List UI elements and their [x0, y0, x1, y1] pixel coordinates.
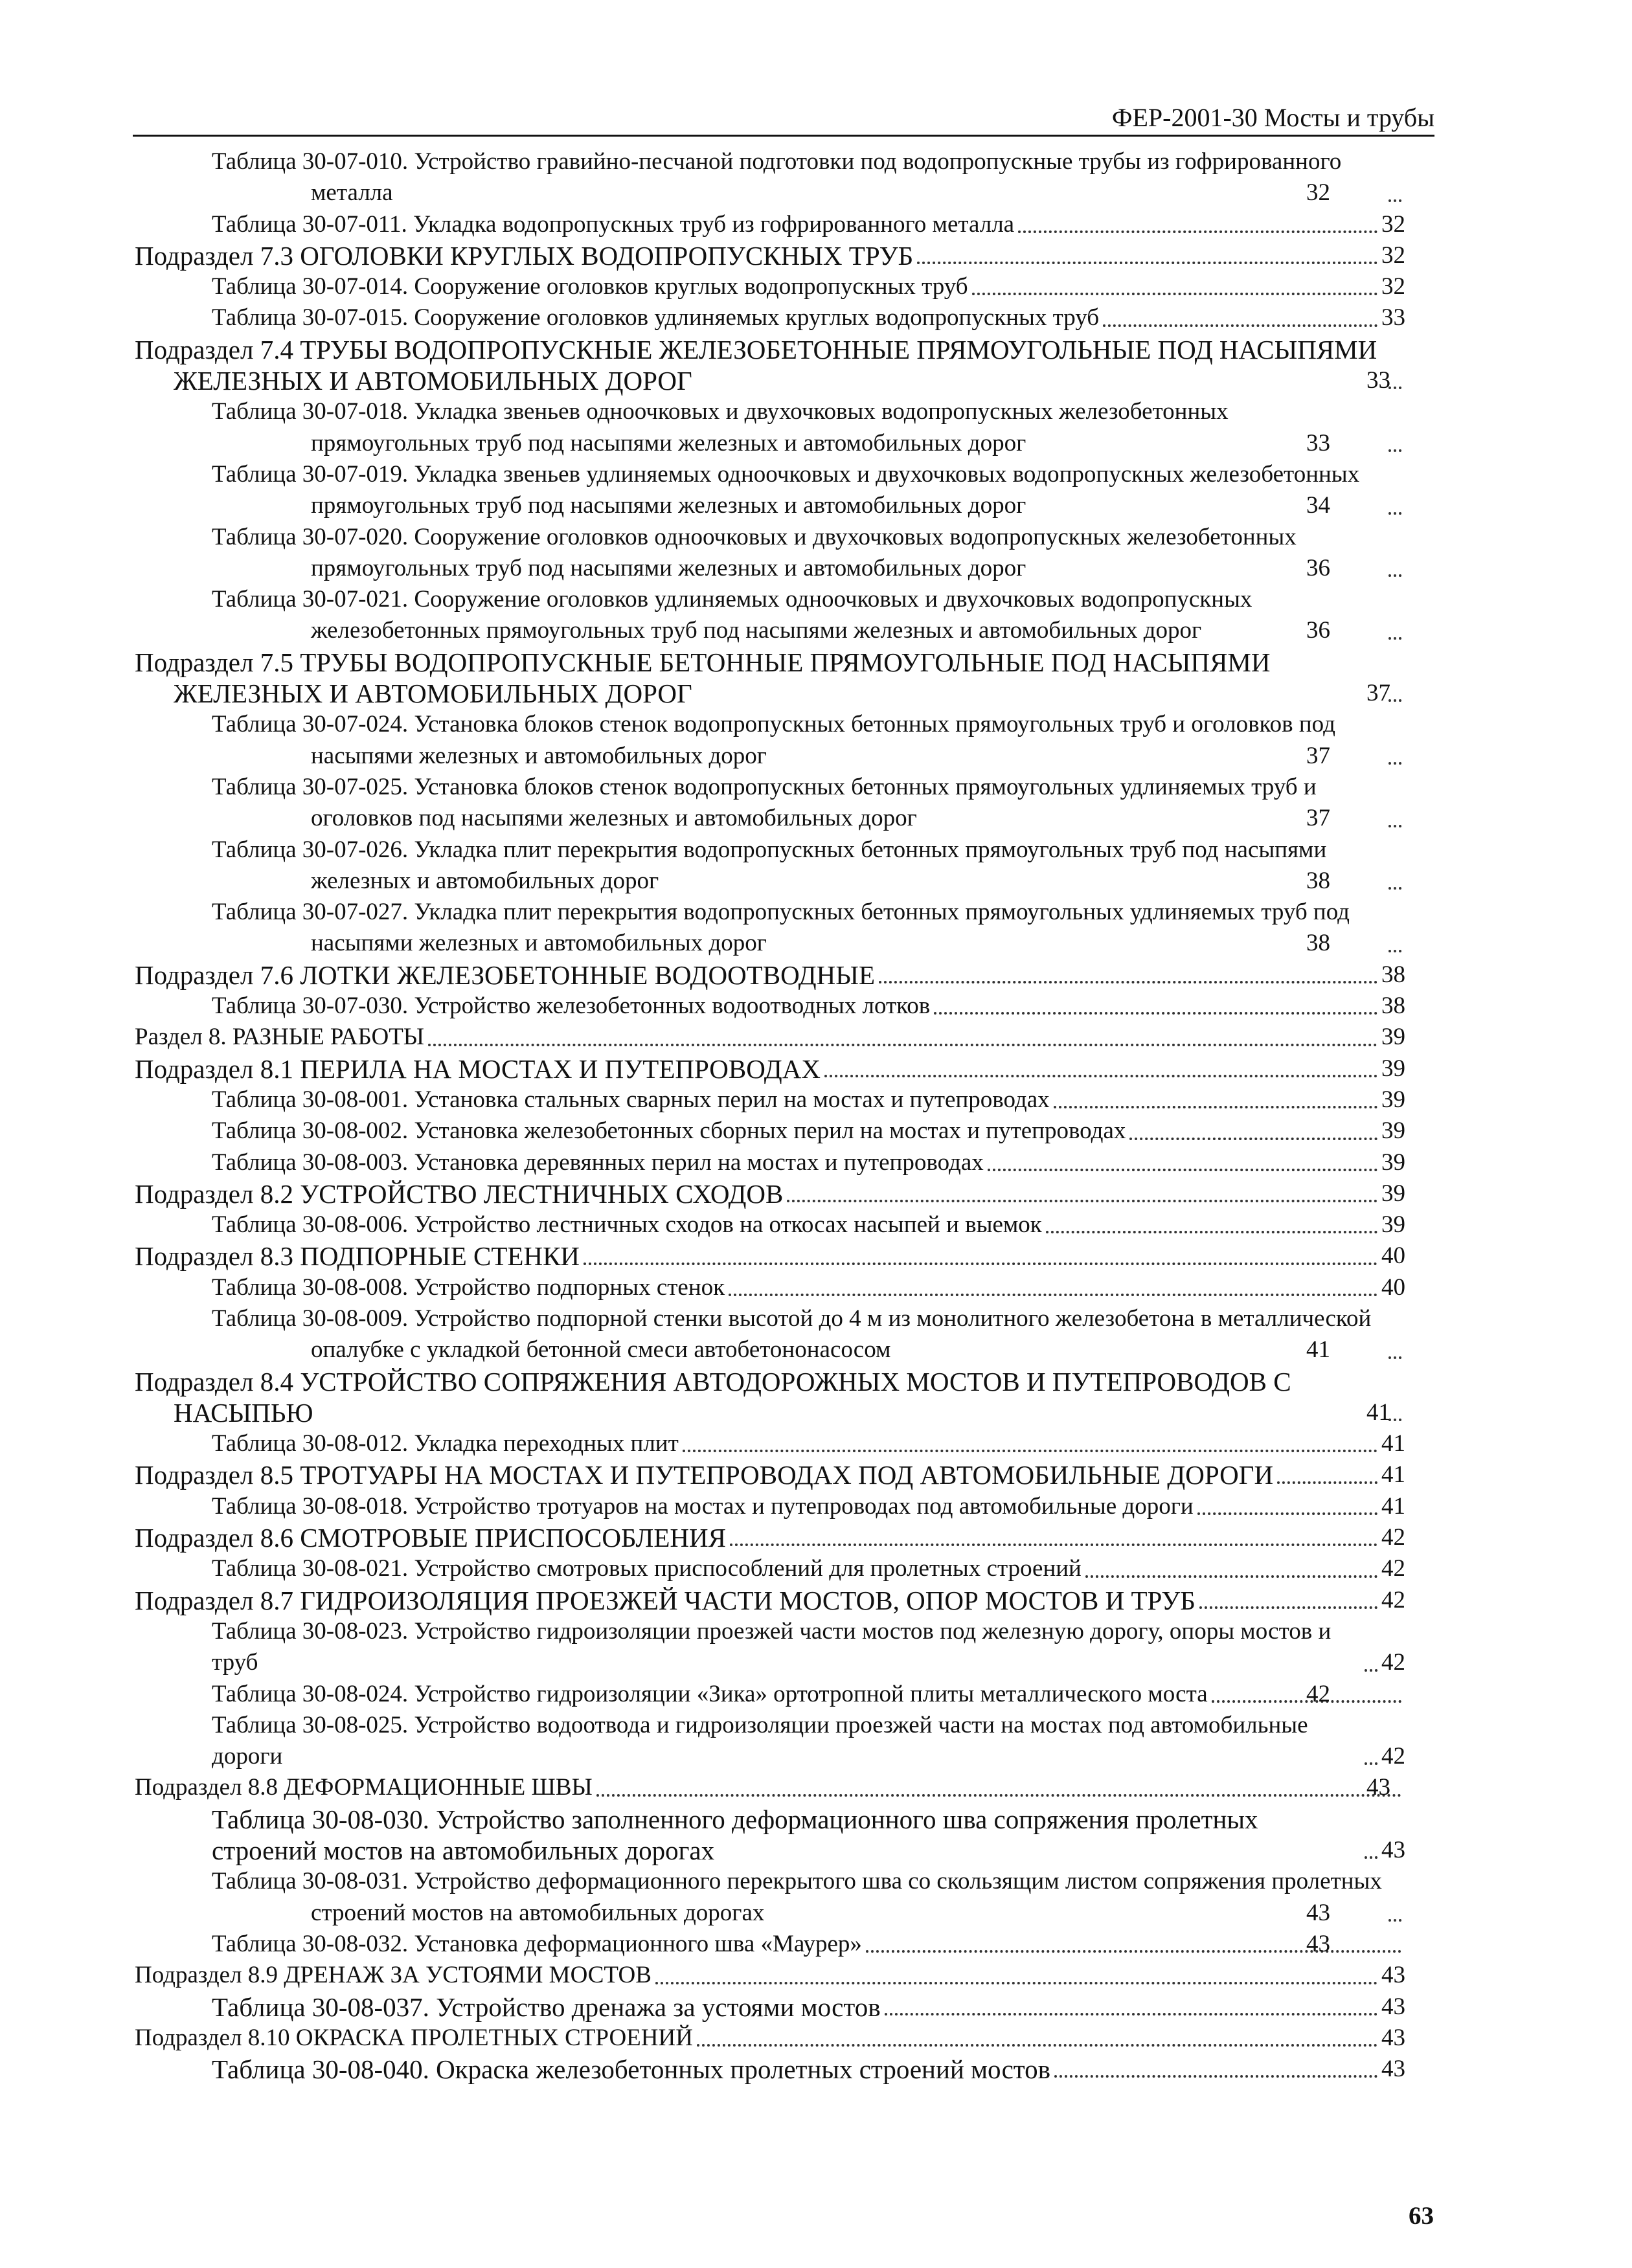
- toc-entry-title: Таблица 30-08-031. Устройство деформационного перекрытого шва со скользящим листом сопряжения пролетных строений мостов на автомобильных дорогах: [212, 1868, 1382, 1926]
- dot-leader: [1277, 1481, 1377, 1484]
- dot-leader: [730, 1544, 1377, 1546]
- toc-entry-section[interactable]: Подраздел 7.4 ТРУБЫ ВОДОПРОПУСКНЫЕ ЖЕЛЕЗОБЕТОННЫЕ ПРЯМОУГОЛЬНЫЕ ПОД НАСЫПЯМИ ЖЕЛЕЗНЫХ И АВТОМОБИЛЬНЫХ ДОРОГ 33: [0, 334, 1405, 397]
- dot-leader: [1388, 762, 1401, 765]
- toc-entry-section[interactable]: Подраздел 7.5 ТРУБЫ ВОДОПРОПУСКНЫЕ БЕТОННЫЕ ПРЯМОУГОЛЬНЫЕ ПОД НАСЫПЯМИ ЖЕЛЕЗНЫХ И АВТОМОБИЛЬНЫХ ДОРОГ 37: [0, 647, 1405, 710]
- dot-leader: [917, 262, 1377, 264]
- toc-entry-table[interactable]: Таблица 30-07-024. Установка блоков стенок водопропускных бетонных прямоугольных труб и оголовков под насыпями железных и автомобильных дорог 37: [0, 709, 1405, 772]
- toc-entry-table[interactable]: [0, 1710, 1405, 1773]
- toc-entry-title: Таблица 30-07-011. Укладка водопропускных труб из гофрированного металла: [212, 210, 1015, 238]
- page-number: 63: [1409, 2202, 1434, 2230]
- dot-leader: [1085, 1575, 1377, 1578]
- toc-entry-title: Подраздел 8.4 УСТРОЙСТВО СОПРЯЖЕНИЯ АВТОДОРОЖНЫХ МОСТОВ И ПУТЕПРОВОДОВ С НАСЫПЬЮ: [135, 1366, 1291, 1428]
- dot-leader: [824, 1075, 1377, 1077]
- toc-entry-title: Раздел 8. РАЗНЫЕ РАБОТЫ: [135, 1024, 425, 1051]
- toc-entry-table[interactable]: [0, 209, 1405, 240]
- toc-entry-table[interactable]: [0, 1209, 1405, 1241]
- toc-entry-title: Таблица 30-08-018. Устройство тротуаров на мостах и путепроводах под автомобильные дороги: [212, 1492, 1194, 1520]
- toc-entry-title: Таблица 30-08-021. Устройство смотровых приспособлений для пролетных строений: [212, 1555, 1082, 1582]
- toc-entry-table[interactable]: [0, 1428, 1405, 1459]
- dot-leader: [1365, 1762, 1377, 1765]
- dot-leader: [885, 2013, 1377, 2015]
- dot-leader: [1388, 199, 1401, 202]
- dot-leader: [697, 2044, 1377, 2047]
- dot-leader: [584, 1263, 1377, 1265]
- toc-entry-title: Подраздел 8.8 ДЕФОРМАЦИОННЫЕ ШВЫ: [135, 1774, 593, 1801]
- toc-entry-title: Таблица 30-07-021. Сооружение оголовков удлиняемых одноочковых и двухочковых водопропускных железобетонных прямоугольных труб под насыпями железных и автомобильных дорог: [212, 586, 1252, 644]
- toc-entry-table[interactable]: Таблица 30-07-026. Укладка плит перекрытия водопропускных бетонных прямоугольных труб под насыпями железных и автомобильных дорог 38: [0, 835, 1405, 897]
- dot-leader: [1046, 1231, 1377, 1233]
- dot-leader: [655, 1982, 1377, 1984]
- dot-leader: [972, 293, 1377, 295]
- toc-entry-title: Таблица 30-08-001. Установка стальных сварных перил на мостах и путепроводах: [212, 1086, 1050, 1113]
- toc-entry-page: 38: [1381, 993, 1405, 1020]
- toc-entry-title: Таблица 30-08-025. Устройство водоотвода и гидроизоляции проезжей части на мостах под автомобильные дороги: [212, 1711, 1308, 1770]
- toc-entry-table[interactable]: Таблица 30-08-009. Устройство подпорной стенки высотой до 4 м из монолитного железобетона в металлической опалубке с укладкой бетонной смеси автобетононасосом 41: [0, 1303, 1405, 1366]
- toc-entry-title: Таблица 30-07-015. Сооружение оголовков удлиняемых круглых водопропускных труб: [212, 304, 1100, 331]
- toc-entry-title: Подраздел 7.6 ЛОТКИ ЖЕЛЕЗОБЕТОННЫЕ ВОДООТВОДНЫЕ: [135, 960, 876, 990]
- toc-entry-title: Подраздел 8.3 ПОДПОРНЫЕ СТЕНКИ: [135, 1241, 580, 1272]
- toc-entry-page: 39: [1381, 1024, 1405, 1051]
- running-header: [133, 96, 1434, 137]
- toc-entry-page: 40: [1381, 1242, 1405, 1270]
- dot-leader: [988, 1169, 1377, 1171]
- toc-entry-table[interactable]: [0, 1616, 1405, 1679]
- toc-entry-title: Таблица 30-08-009. Устройство подпорной стенки высотой до 4 м из монолитного железобетона в металлической опалубке с укладкой бетонной смеси автобетононасосом: [212, 1305, 1372, 1364]
- dot-leader: [934, 1012, 1377, 1015]
- toc-entry-section[interactable]: [0, 240, 1405, 271]
- toc-entry-section[interactable]: [0, 1585, 1405, 1616]
- dot-leader: [1365, 1669, 1377, 1672]
- toc-entry-title: Таблица 30-08-008. Устройство подпорных стенок: [212, 1274, 725, 1301]
- toc-entry-section[interactable]: Подраздел 8.4 УСТРОЙСТВО СОПРЯЖЕНИЯ АВТОДОРОЖНЫХ МОСТОВ И ПУТЕПРОВОДОВ С НАСЫПЬЮ 41: [0, 1366, 1405, 1429]
- toc-entry-table[interactable]: [0, 271, 1405, 302]
- toc-entry-page: 39: [1381, 1149, 1405, 1176]
- toc-entry-page: 33: [1381, 304, 1405, 331]
- dot-leader: [683, 1450, 1377, 1452]
- dot-leader: [1388, 887, 1401, 890]
- dot-leader: [1018, 230, 1377, 233]
- toc-entry-table[interactable]: Таблица 30-07-018. Укладка звеньев одноочковых и двухочковых водопропускных железобетонных прямоугольных труб под насыпями железных и автомобильных дорог 33: [0, 396, 1405, 459]
- toc-entry-table[interactable]: [0, 2054, 1405, 2085]
- toc-entry-section[interactable]: [0, 1053, 1405, 1084]
- toc-entry-title: Таблица 30-08-002. Установка железобетонных сборных перил на мостах и путепроводах: [212, 1117, 1126, 1145]
- dot-leader: [1388, 637, 1401, 640]
- toc-entry-table[interactable]: [0, 1491, 1405, 1522]
- toc-entry-title: Таблица 30-07-027. Укладка плит перекрытия водопропускных бетонных прямоугольных удлиняемых труб под насыпями железных и автомобильных дорог: [212, 899, 1350, 957]
- toc-entry-table[interactable]: [0, 1272, 1405, 1303]
- dot-leader: [1388, 512, 1401, 515]
- toc-entry-title: Таблица 30-07-026. Укладка плит перекрытия водопропускных бетонных прямоугольных труб под насыпями железных и автомобильных дорог: [212, 836, 1327, 894]
- toc-entry-section[interactable]: [0, 1522, 1405, 1553]
- toc-entry-table[interactable]: [0, 1553, 1405, 1584]
- dot-leader: [1197, 1512, 1377, 1515]
- toc-entry-table[interactable]: Таблица 30-07-021. Сооружение оголовков удлиняемых одноочковых и двухочковых водопропускных железобетонных прямоугольных труб под насыпями железных и автомобильных дорог 36: [0, 584, 1405, 647]
- toc-entry-page: 39: [1381, 1086, 1405, 1113]
- dot-leader: [1365, 1856, 1377, 1859]
- toc-entry-page: 43: [1381, 1962, 1405, 1989]
- toc-entry-page: 32: [1381, 241, 1405, 269]
- toc-entry-title: Таблица 30-08-024. Устройство гидроизоляции «Зика» ортотропной плиты металлического моста: [212, 1680, 1208, 1707]
- toc-entry-section[interactable]: [0, 2023, 1405, 2054]
- toc-entry-table[interactable]: [0, 1804, 1405, 1867]
- toc-entry-page: 43: [1381, 2056, 1405, 2083]
- toc-entry-table[interactable]: [0, 1084, 1405, 1116]
- toc-entry-title: Подраздел 7.3 ОГОЛОВКИ КРУГЛЫХ ВОДОПРОПУСКНЫХ ТРУБ: [135, 240, 914, 271]
- toc-entry-page: 32: [1381, 273, 1405, 300]
- toc-entry-title: Таблица 30-07-010. Устройство гравийно-песчаной подготовки под водопропускные трубы из гофрированного металла: [212, 148, 1342, 207]
- dot-leader: [1388, 574, 1401, 577]
- toc-entry-section[interactable]: [0, 1241, 1405, 1272]
- toc-entry-section[interactable]: [0, 1459, 1405, 1490]
- document-title: ФЕР-2001-30 Мосты и трубы: [1111, 103, 1434, 132]
- toc-entry-title: Таблица 30-08-006. Устройство лестничных сходов на откосах насыпей и выемок: [212, 1211, 1042, 1239]
- toc-entry-page: 43: [1381, 1993, 1405, 2020]
- dot-leader: [1388, 950, 1401, 952]
- dot-leader: [1388, 387, 1401, 389]
- toc-entry-section[interactable]: [0, 960, 1405, 991]
- toc-entry-page: 39: [1381, 1211, 1405, 1239]
- dot-leader: [1388, 1356, 1401, 1359]
- toc-entry-title: Подраздел 7.4 ТРУБЫ ВОДОПРОПУСКНЫЕ ЖЕЛЕЗОБЕТОННЫЕ ПРЯМОУГОЛЬНЫЕ ПОД НАСЫПЯМИ ЖЕЛЕЗНЫХ И АВТОМОБИЛЬНЫХ ДОРОГ: [135, 334, 1377, 396]
- toc-entry-title: Подраздел 7.5 ТРУБЫ ВОДОПРОПУСКНЫЕ БЕТОННЫЕ ПРЯМОУГОЛЬНЫЕ ПОД НАСЫПЯМИ ЖЕЛЕЗНЫХ И АВТОМОБИЛЬНЫХ ДОРОГ: [135, 647, 1271, 709]
- toc-entry-section[interactable]: [0, 1022, 1405, 1053]
- toc-entry-title: Таблица 30-07-019. Укладка звеньев удлиняемых одноочковых и двухочковых водопропускных железобетонных прямоугольных труб под насыпями железных и автомобильных дорог: [212, 460, 1360, 519]
- toc-entry-title: Таблица 30-08-023. Устройство гидроизоляции проезжей части мостов под железную дорогу, опоры мостов и труб: [212, 1617, 1332, 1676]
- dot-leader: [1388, 449, 1401, 452]
- dot-leader: [1129, 1138, 1377, 1140]
- toc-entry-page: 41: [1381, 1430, 1405, 1457]
- dot-leader: [596, 1794, 1401, 1797]
- dot-leader: [1054, 2075, 1377, 2078]
- toc-entry-page: 42: [1381, 1555, 1405, 1582]
- toc-entry-table[interactable]: Таблица 30-07-020. Сооружение оголовков одноочковых и двухочковых водопропускных железобетонных прямоугольных труб под насыпями железных и автомобильных дорог 36: [0, 522, 1405, 585]
- toc-entry-title: Таблица 30-07-020. Сооружение оголовков одноочковых и двухочковых водопропускных железобетонных прямоугольных труб под насыпями железных и автомобильных дорог: [212, 523, 1297, 581]
- toc-entry-section[interactable]: [0, 1960, 1405, 1991]
- toc-entry-title: Подраздел 8.1 ПЕРИЛА НА МОСТАХ И ПУТЕПРОВОДАХ: [135, 1053, 821, 1084]
- toc-entry-title: Таблица 30-07-025. Установка блоков стенок водопропускных бетонных прямоугольных удлиняемых труб и оголовков под насыпями железных и автомобильных дорог: [212, 773, 1317, 832]
- toc-entry-title: Таблица 30-08-032. Установка деформационного шва «Маурер»: [212, 1930, 862, 1957]
- dot-leader: [729, 1294, 1377, 1296]
- toc-entry-table[interactable]: Таблица 30-07-010. Устройство гравийно-песчаной подготовки под водопропускные трубы из гофрированного металла 32: [0, 146, 1405, 209]
- toc-entry-title: Таблица 30-07-030. Устройство железобетонных водоотводных лотков: [212, 993, 931, 1020]
- toc-entry-title: Подраздел 8.6 СМОТРОВЫЕ ПРИСПОСОБЛЕНИЯ: [135, 1523, 726, 1553]
- toc-entry-title: Таблица 30-08-030. Устройство заполненного деформационного шва сопряжения пролетных строений мостов на автомобильных дорогах: [212, 1804, 1258, 1866]
- dot-leader: [1388, 825, 1401, 827]
- toc-entry-title: Таблица 30-08-003. Установка деревянных перил на мостах и путепроводах: [212, 1149, 984, 1176]
- toc-entry-title: Таблица 30-08-040. Окраска железобетонных пролетных строений мостов: [212, 2054, 1051, 2085]
- dot-leader: [787, 1200, 1377, 1202]
- table-of-contents: [0, 146, 1632, 2085]
- toc-entry-page: 39: [1381, 1055, 1405, 1082]
- dot-leader: [1388, 1419, 1401, 1421]
- dot-leader: [428, 1044, 1377, 1046]
- toc-entry-page: 43: [1381, 1837, 1405, 1864]
- toc-entry-title: Подраздел 8.10 ОКРАСКА ПРОЛЕТНЫХ СТРОЕНИЙ: [135, 2024, 693, 2051]
- dot-leader: [1388, 1919, 1401, 1922]
- toc-entry-title: Подраздел 8.9 ДРЕНАЖ ЗА УСТОЯМИ МОСТОВ: [135, 1962, 652, 1989]
- dot-leader: [879, 981, 1377, 983]
- toc-entry-table[interactable]: Таблица 30-07-025. Установка блоков стенок водопропускных бетонных прямоугольных удлиняемых труб и оголовков под насыпями железных и автомобильных дорог 37: [0, 772, 1405, 835]
- toc-entry-title: Таблица 30-07-014. Сооружение оголовков круглых водопропускных труб: [212, 273, 968, 300]
- toc-entry-table[interactable]: [0, 1147, 1405, 1178]
- toc-entry-title: Подраздел 8.7 ГИДРОИЗОЛЯЦИЯ ПРОЕЗЖЕЙ ЧАСТИ МОСТОВ, ОПОР МОСТОВ И ТРУБ: [135, 1585, 1196, 1615]
- toc-entry-table[interactable]: Таблица 30-08-032. Установка деформационного шва «Маурер» 43: [0, 1929, 1405, 1960]
- toc-entry-page: 42: [1381, 1586, 1405, 1613]
- toc-entry-table[interactable]: Таблица 30-08-024. Устройство гидроизоляции «Зика» ортотропной плиты металлического моста 42: [0, 1679, 1405, 1710]
- dot-leader: [1199, 1606, 1377, 1609]
- toc-entry-section[interactable]: [0, 1178, 1405, 1209]
- dot-leader: [1054, 1106, 1377, 1108]
- toc-entry-table[interactable]: Таблица 30-08-031. Устройство деформационного перекрытого шва со скользящим листом сопряжения пролетных строений мостов на автомобильных дорогах 43: [0, 1866, 1405, 1929]
- toc-entry-table[interactable]: [0, 1116, 1405, 1147]
- toc-entry-title: Подраздел 8.5 ТРОТУАРЫ НА МОСТАХ И ПУТЕПРОВОДАХ ПОД АВТОМОБИЛЬНЫЕ ДОРОГИ: [135, 1460, 1274, 1490]
- toc-entry-table[interactable]: [0, 302, 1405, 333]
- toc-entry-title: Таблица 30-07-018. Укладка звеньев одноочковых и двухочковых водопропускных железобетонных прямоугольных труб под насыпями железных и автомобильных дорог: [212, 398, 1229, 456]
- toc-entry-page: 41: [1381, 1461, 1405, 1488]
- toc-entry-section[interactable]: Подраздел 8.8 ДЕФОРМАЦИОННЫЕ ШВЫ 43: [0, 1772, 1405, 1803]
- toc-entry-page: 42: [1381, 1649, 1405, 1676]
- toc-entry-table[interactable]: Таблица 30-07-019. Укладка звеньев удлиняемых одноочковых и двухочковых водопропускных железобетонных прямоугольных труб под насыпями железных и автомобильных дорог 34: [0, 459, 1405, 522]
- dot-leader: [1103, 324, 1377, 327]
- toc-entry-title: Таблица 30-08-012. Укладка переходных плит: [212, 1430, 679, 1457]
- toc-entry-table[interactable]: [0, 991, 1405, 1022]
- toc-entry-page: 41: [1381, 1492, 1405, 1520]
- toc-entry-title: Таблица 30-07-024. Установка блоков стенок водопропускных бетонных прямоугольных труб и оголовков под насыпями железных и автомобильных дорог: [212, 711, 1335, 769]
- toc-entry-title: Таблица 30-08-037. Устройство дренажа за устоями мостов: [212, 1992, 881, 2022]
- toc-entry-page: 38: [1381, 961, 1405, 988]
- toc-entry-table[interactable]: [0, 1992, 1405, 2023]
- dot-leader: [1388, 699, 1401, 702]
- toc-entry-page: 42: [1381, 1743, 1405, 1770]
- toc-entry-page: 39: [1381, 1180, 1405, 1207]
- toc-entry-page: 40: [1381, 1274, 1405, 1301]
- toc-entry-page: 42: [1381, 1524, 1405, 1551]
- toc-entry-page: 43: [1381, 2024, 1405, 2051]
- toc-entry-page: 32: [1381, 210, 1405, 238]
- toc-entry-title: Подраздел 8.2 УСТРОЙСТВО ЛЕСТНИЧНЫХ СХОДОВ: [135, 1178, 784, 1209]
- toc-entry-table[interactable]: Таблица 30-07-027. Укладка плит перекрытия водопропускных бетонных прямоугольных удлиняемых труб под насыпями железных и автомобильных дорог 38: [0, 897, 1405, 960]
- toc-entry-page: 39: [1381, 1117, 1405, 1145]
